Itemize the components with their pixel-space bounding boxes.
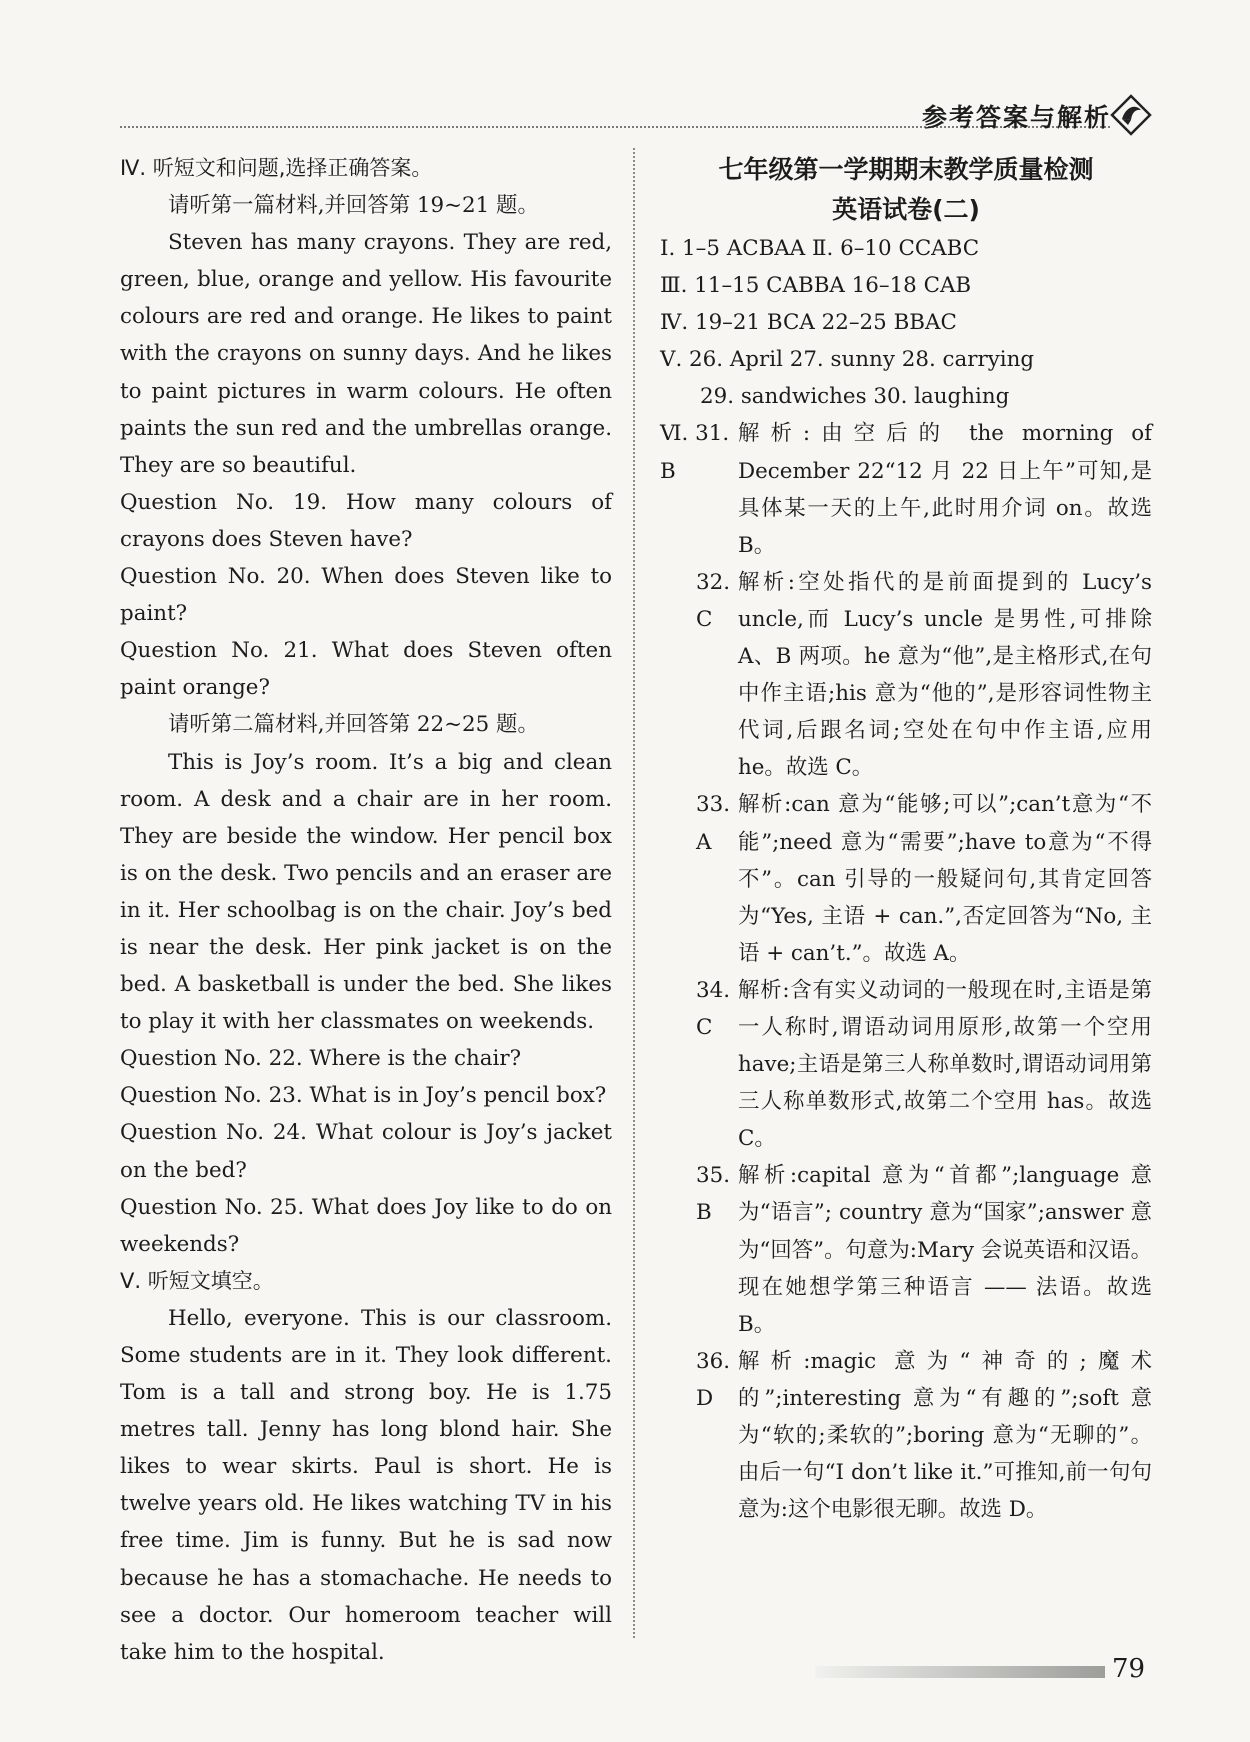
- answer-item: [660, 786, 1152, 971]
- answer-item-number: 32. C: [696, 569, 731, 632]
- answer-item: [660, 1157, 1152, 1342]
- left-column: [120, 150, 612, 1671]
- section-4-heading: Ⅳ. 听短文和问题,选择正确答案。: [120, 156, 433, 180]
- question-23: Question No. 23. What is in Joy’s pencil box?: [120, 1083, 607, 1109]
- passage-2-text: This is Joy’s room. It’s a big and clean room. A desk and a chair are in her room. They are beside the window. Her pencil box is on the desk. Two pencils and an eraser are in it. Her schoolbag is on the chair. Joy’s bed is near the desk. Her pink jacket is on the bed. A basketball is under the bed. She likes to play it with her classmates on weekends.: [120, 749, 612, 1035]
- answer-item: [660, 1343, 1152, 1528]
- answer-item: [660, 564, 1152, 787]
- answer-line-5: 29. sandwiches 30. laughing: [700, 384, 1010, 410]
- answer-item-number: 35. B: [696, 1163, 731, 1226]
- answer-item-explanation: 解析:magic 意为“神奇的;魔术的”;interesting 意为“有趣的”;soft 意为“软的;柔软的”;boring 意为“无聊的”。由后一句“I don’t like it.”可推知,前一句句意为:这个电影很无聊。故选 D。: [738, 1348, 1152, 1523]
- header-title: 参考答案与解析: [922, 103, 1112, 132]
- answer-item: [660, 415, 1152, 563]
- question-20: Question No. 20. When does Steven like to paint?: [120, 564, 612, 627]
- question-22: Question No. 22. Where is the chair?: [120, 1046, 522, 1072]
- question-21: Question No. 21. What does Steven often paint orange?: [120, 638, 612, 701]
- passage-2-intro: 请听第二篇材料,并回答第 22~25 题。: [168, 712, 539, 738]
- answer-item: [660, 972, 1152, 1157]
- answer-line-1: Ⅰ. 1–5 ACBAA Ⅱ. 6–10 CCABC: [660, 236, 980, 261]
- page-number: 79: [1112, 1654, 1146, 1684]
- answer-line-3: Ⅳ. 19–21 BCA 22–25 BBAC: [660, 310, 957, 336]
- footer-gradient-bar: [815, 1666, 1105, 1678]
- passage-3-text: Hello, everyone. This is our classroom. Some students are in it. They look different. Tom is a tall and strong boy. He is 1.75 metres tall. Jenny has long blond hair. She likes to wear skirts. Paul is short. He is twelve years old. He likes watching TV in his free time. Jim is funny. But he is sad now because he has a stomachache. He needs to see a doctor. Our homeroom teacher will take him to the hospital.: [120, 1305, 612, 1665]
- answer-item-explanation: 解析:由空后的 the morning of December 22“12 月 22 日上午”可知,是具体某一天的上午,此时用介词 on。故选 B。: [738, 421, 1152, 558]
- book-arrow-icon: [1108, 92, 1154, 138]
- section-5-heading: Ⅴ. 听短文填空。: [120, 1268, 274, 1293]
- answer-line-4: Ⅴ. 26. April 27. sunny 28. carrying: [660, 347, 1035, 373]
- answer-item-explanation: 解析:空处指代的是前面提到的 Lucy’s uncle,而 Lucy’s uncle 是男性,可排除 A、B 两项。he 意为“他”,是主格形式,在句中作主语;his 意为“他的”,是形容词性物主代词,后跟名词;空处在句中作主语,应用 he。故选 C。: [738, 569, 1152, 781]
- passage-1-intro: 请听第一篇材料,并回答第 19~21 题。: [168, 193, 539, 219]
- answer-item-explanation: 解析:capital 意为“首都”;language 意为“语言”; country 意为“国家”;answer 意为“回答”。句意为:Mary 会说英语和汉语。现在她想学第三种语言 —— 法语。故选 B。: [738, 1163, 1152, 1337]
- answer-line-2: Ⅲ. 11–15 CABBA 16–18 CAB: [660, 273, 972, 299]
- answer-item-explanation: 解析:can 意为“能够;可以”;can’t意为“不能”;need 意为“需要”;have to意为“不得不”。can 引导的一般疑问句,其肯定回答为“Yes, 主语 + can.”,否定回答为“No, 主语 + can’t.”。故选 A。: [738, 792, 1152, 966]
- question-24: Question No. 24. What colour is Joy’s jacket on the bed?: [120, 1120, 612, 1183]
- exam-title-line-2: 英语试卷(二): [832, 195, 980, 224]
- column-divider: [633, 148, 635, 1638]
- right-column: [660, 150, 1152, 1528]
- answer-item-number: 33. A: [696, 792, 731, 855]
- answer-item-explanation: 解析:含有实义动词的一般现在时,主语是第一人称时,谓语动词用原形,故第一个空用 have;主语是第三人称单数时,谓语动词用第三人称单数形式,故第二个空用 has。故选 C。: [738, 977, 1152, 1152]
- exam-title-line-1: 七年级第一学期期末教学质量检测: [718, 155, 1094, 184]
- question-25: Question No. 25. What does Joy like to do on weekends?: [120, 1194, 612, 1257]
- answer-item-number: 36. D: [696, 1348, 731, 1411]
- answer-item-number: Ⅵ. 31. B: [660, 421, 730, 484]
- passage-1-text: Steven has many crayons. They are red, green, blue, orange and yellow. His favourite colours are red and orange. He likes to paint with the crayons on sunny days. And he likes to paint pictures in warm colours. He often paints the sun red and the umbrellas orange. They are so beautiful.: [120, 230, 612, 478]
- answer-item-number: 34. C: [696, 977, 731, 1040]
- question-19: Question No. 19. How many colours of crayons does Steven have?: [120, 489, 612, 552]
